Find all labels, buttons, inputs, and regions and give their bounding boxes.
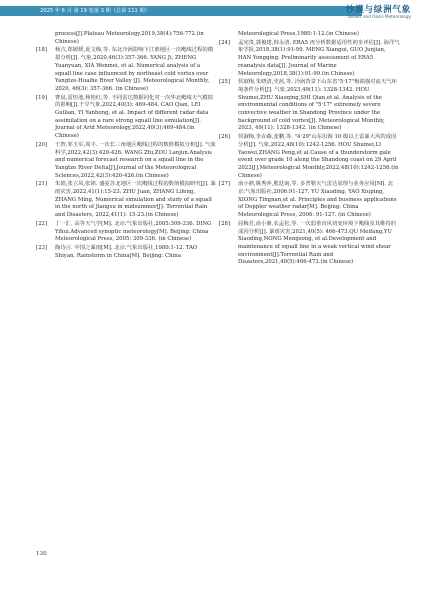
reference-item [36, 31, 217, 46]
reference-item [36, 95, 217, 141]
reference-number: [26] [219, 134, 230, 141]
reference-text: 丁一汇. 高等天气学[M]. 北京:气象出版社,2005:309-336. DING Yihui.Advanced synoptic meteorology[M]. Beijing: China Meteorological Press, 2005: 309-336. (in Chinese) [55, 220, 212, 243]
reference-text: 曹晨,雷恒池,杨艳红,等. 不同雷达数据同化对一次华北飑线天气模拟的影响[J].干旱气象,2022,40(3): 469-484. CAO Qian, LEI Guilian, YI Yanhong, et al. Impact of different radar data assimilation on a rare strong squall line simulation[J]. Journal of Arid Meteorology,2022,40(3):469-484.(in Chinese) [55, 94, 214, 140]
reference-number: [19] [36, 94, 47, 101]
journal-title-cn: 沙漠与绿洲气象 [345, 5, 411, 15]
reference-number: [22] [36, 220, 47, 227]
reference-number: [24] [219, 39, 230, 46]
reference-number: [20] [36, 141, 47, 148]
reference-item [219, 134, 400, 180]
reference-item [219, 40, 400, 79]
reference-item [219, 221, 400, 267]
reference-text: 侯淑梅,朱晓清,史茜,等. 冷涡背景下山东省"5·17"极端强对流天气环境条件分析[J]. 气象,2023,49(11): 1328-1342. HOU Shumei,ZHU Xiaoqing,SHI Qian,et al. Analysis of the environmental conditions of "5·17" extremely severe convective weather in Shandong Province under the background of cold vortex[J]. Meteorological Monthly, 2023, 49(11): 1328-1342. (in Chinese) [238, 79, 397, 132]
reference-number: [21] [36, 181, 47, 188]
reference-text: 屈梅芳,俞小鼎,农孟松,等. 一次弱垂直风切变环境下飑线及其维持的成因分析[J]. 暴雨灾害,2021,40(5): 466-473.QU Meifang,YU Xiaoding,NONG Mengsong, et al.Development and maintenance of squall line in a weak vertical wind shear environment[J].Torrential Rain and Disasters,2021,40(5):466-473.(in Chinese) [238, 220, 397, 266]
journal-title-en: Desert and Oasis Meteorology [347, 14, 411, 19]
reference-item [219, 181, 400, 220]
reference-number: [18] [36, 47, 47, 54]
reference-number: [25] [219, 79, 230, 86]
reference-text: 侯淑梅,李垚森,张鹏,等. "4·29"山东沿海 10 级以上雷暴大风的成因分析[J]. 气象,2022,48(10):1242-1256. HOU Shumei,LI Yaowei,ZHANG Peng,et al.Cause of a thunderstorm gale event over grade 10 along the Shandong coast on 29 April 2022[J].Meteorological Monthly,2022,48(10):1242-1256.(in Chinese) [238, 134, 399, 179]
reference-item [36, 181, 217, 220]
reference-item [219, 79, 400, 133]
reference-number: [28] [219, 220, 230, 227]
journal-header [0, 0, 427, 22]
right-column [219, 31, 400, 268]
reference-text: 朱娟,张立凤,张铭. 盛夏苏北地区一次飑线过程的数值模拟研究[J]. 暴雨灾害,2022,41(1):15-23. ZHU Juan, ZHANG Lifeng, ZHANG Ming. Numerical simulation and study of a squall in the north of Jiangsu in midsummer[J]. Torrential Rain and Disasters, 2022,41(1): 15-23.(in Chinese) [55, 181, 216, 219]
reference-item [219, 31, 400, 39]
reference-text: process[J].Plateau Meteorology,2019,38(4):756-772.(in Chinese) [55, 31, 204, 45]
reference-number: [27] [219, 181, 230, 188]
reference-number: [23] [36, 244, 47, 251]
reference-item [36, 245, 217, 260]
issue-info: 2025 年 6 月 第 19 卷第 3 期（总第 111 期） [40, 8, 150, 14]
reference-text: 王智,邹玉军,周丰. 一次长三角地区飑线过程的数值模拟分析[J]. 气象科学,2022,42(3):420-426. WANG Zhi,ZOU Lanjun.Analysis and numerical forecast research on a squall line in the Yangtze River Delta[J].Journal of the Meteorological Sciences,2022,42(3):420-426.(in Chinese) [55, 141, 216, 179]
reference-item [36, 142, 217, 181]
reference-text: Meteorological Press,1980:1-12.(in Chinese) [238, 31, 359, 37]
reference-item [36, 47, 217, 93]
reference-text: 杨吉,郑媛媛,夏文梅,等. 东北冷涡影响下江淮地区一次飑线过程的模拟分析[J]. 气象,2020,46(3):357-366. YANG Ji, ZHENG Yuanyuan, XIA Wenmei, et al. Numerical analysis of a squall line case influenced by northeast cold vortex over Yangtze-Huaihe River Valley [J]. Meteorological Monthly, 2020, 46(3): 357-366. (in Chinese) [55, 47, 214, 92]
page-number: 130 [36, 551, 47, 557]
reference-item [36, 221, 217, 244]
reference-text: 陶诗言. 中国之暴雨[M]. 北京:气象出版社,1980:1-12. TAO Shiyan. Rainstorm in China[M]. Beijing: China [55, 244, 198, 259]
left-column [36, 31, 217, 261]
reference-text: 俞小鼎,姚秀萍,熊廷南,等. 多普勒天气雷达原理与业务应用[M]. 北京:气象出版社,2006:91-127. YU Xiaoding, YAO Xiuping, XIONG Tingnan,et al. Principles and business applications of Doppler weather radar[M]. Beijing: China Meteorological Press, 2006: 91-127. (in Chinese) [238, 181, 397, 219]
reference-text: 孟宪贵,郭俊建,韩永清. ERA5 再分析数据适用性初步评估[J]. 海洋气象学报,2018,38(1):91-99. MENG Xiangui, GUO Junjian, HAN Yongqing. Preliminarily assessment of ERA5 reanalysis data[J]. Journal of Marine Meteorology,2018,38(1):91-99.(in Chinese) [238, 39, 400, 77]
